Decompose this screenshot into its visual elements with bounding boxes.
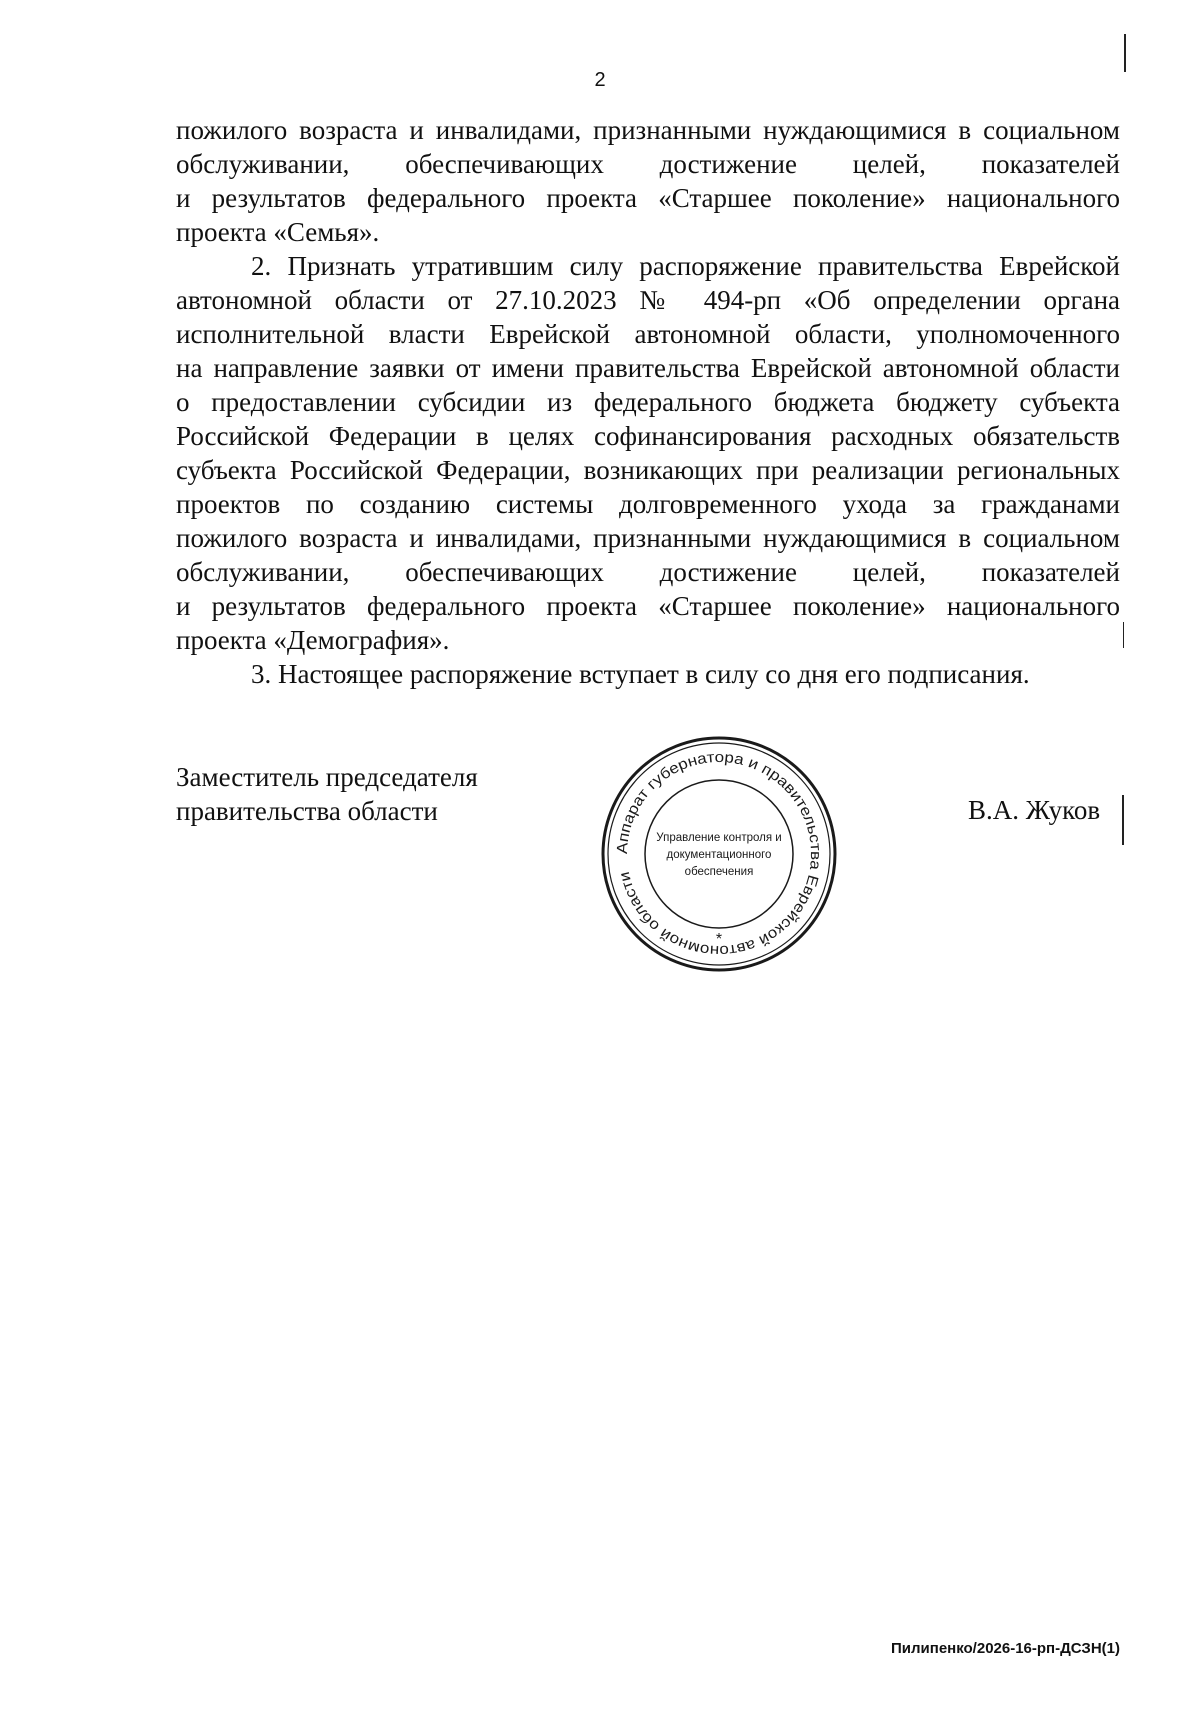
page-number: 2: [594, 69, 606, 91]
paragraph-2-line-8: проектов по созданию системы долговременного ухода за гражданами: [176, 489, 1120, 519]
paragraph-2-line-1: 2. Признать утратившим силу распоряжение правительства Еврейской: [251, 251, 1120, 281]
stamp-center-line-1: Управление контроля и: [656, 832, 782, 844]
paragraph-2-line-6: Российской Федерации в целях софинансирования расходных обязательств: [176, 421, 1120, 451]
paragraph-1-line-3: и результатов федерального проекта «Старшее поколение» национального: [176, 183, 1120, 213]
official-stamp: [598, 733, 840, 975]
paragraph-1-line-2: обслуживании, обеспечивающих достижение целей, показателей: [176, 149, 1120, 179]
paragraph-2-line-12: проекта «Демография».: [176, 625, 450, 655]
paragraph-2: [176, 249, 1120, 657]
footer-reference: Пилипенко/2026-16-рп-ДСЗН(1): [891, 1640, 1120, 1657]
paragraph-1: [176, 113, 1120, 249]
paragraph-3: [176, 657, 1120, 691]
stamp-star: *: [715, 931, 723, 948]
signatory-position: [176, 760, 478, 828]
paragraph-2-line-3: исполнительной власти Еврейской автономной области, уполномоченного: [176, 319, 1120, 349]
scan-artifact-line: [1124, 34, 1126, 72]
paragraph-2-line-10: обслуживании, обеспечивающих достижение целей, показателей: [176, 557, 1120, 587]
paragraph-2-line-4: на направление заявки от имени правительства Еврейской автономной области: [176, 353, 1120, 383]
scan-artifact-line: [1123, 622, 1124, 648]
paragraph-3-line-1: 3. Настоящее распоряжение вступает в силу со дня его подписания.: [251, 659, 1030, 689]
paragraph-2-line-7: субъекта Российской Федерации, возникающих при реализации региональных: [176, 455, 1120, 485]
paragraph-1-line-4: проекта «Семья».: [176, 217, 380, 247]
paragraph-2-line-11: и результатов федерального проекта «Старшее поколение» национального: [176, 591, 1120, 621]
stamp-ring-text: Аппарат губернатора и правительства Еврейской автономной области: [613, 748, 825, 960]
paragraph-1-line-1: пожилого возраста и инвалидами, признанными нуждающимися в социальном: [176, 115, 1120, 145]
stamp-center-line-3: обеспечения: [684, 866, 754, 878]
paragraph-2-line-9: пожилого возраста и инвалидами, признанными нуждающимися в социальном: [176, 523, 1120, 553]
signatory-position-line-1: Заместитель председателя: [176, 762, 478, 792]
scan-artifact-line: [1122, 795, 1124, 845]
signatory-position-line-2: правительства области: [176, 796, 438, 826]
signatory-name: В.А. Жуков: [968, 795, 1101, 825]
stamp-center-line-2: документационного: [666, 849, 772, 861]
paragraph-2-line-5: о предоставлении субсидии из федерального бюджета бюджету субъекта: [176, 387, 1120, 417]
paragraph-2-line-2: автономной области от 27.10.2023 № 494-рп «Об определении органа: [176, 285, 1120, 315]
